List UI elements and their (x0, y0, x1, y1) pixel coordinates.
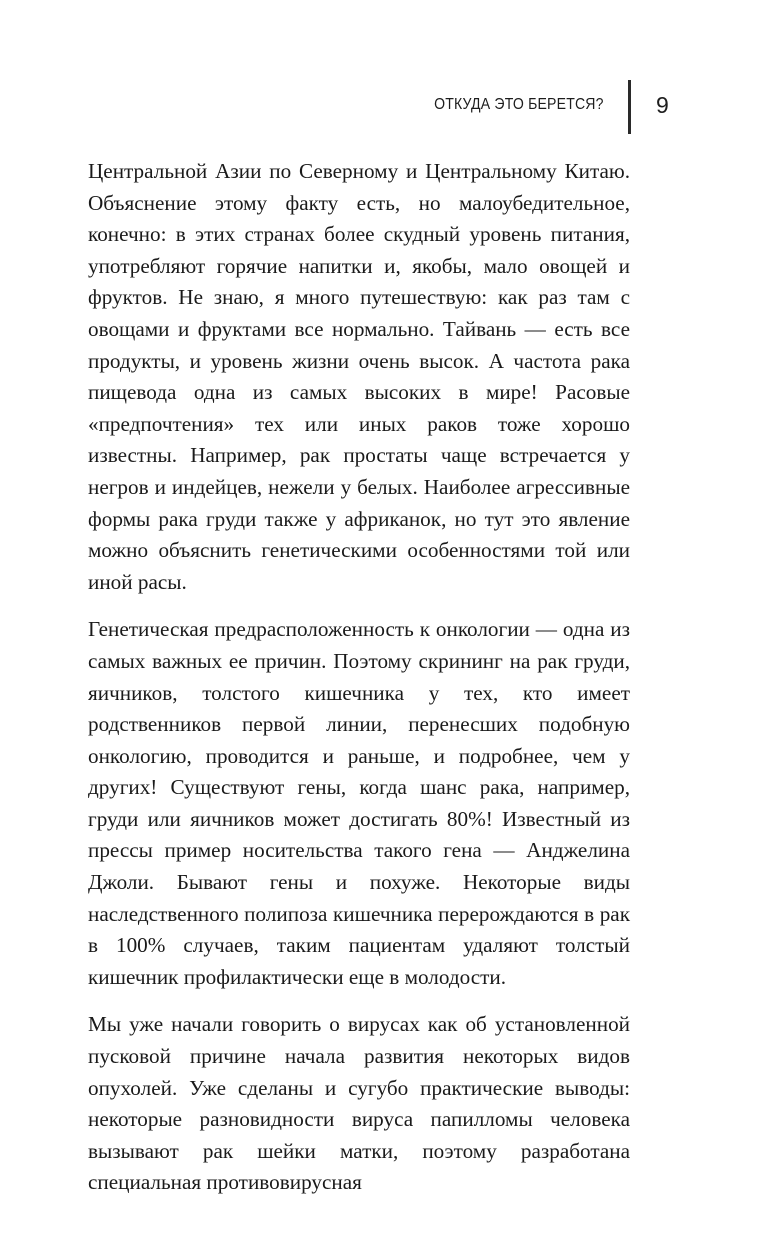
page-number: 9 (656, 92, 669, 118)
paragraph-1: Центральной Азии по Северному и Центральному Китаю. Объяснение этому факту есть, но малоубедительное, конечно: в этих странах более скудный уровень питания, употребляют горячие напитки и, якобы, мало овощей и фруктов. Не знаю, я много путешествую: как раз там с овощами и фруктами все нормально. Тайвань — есть все продукты, и уровень жизни очень высок. А частота рака пищевода одна из самых высоких в мире! Расовые «предпочтения» тех или иных раков тоже хорошо известны. Например, рак простаты чаще встречается у негров и индейцев, нежели у белых. Наиболее агрессивные формы рака груди также у африканок, но тут это явление можно объяснить генетическими особенностями той или иной расы. (88, 159, 630, 594)
paragraph-2: Генетическая предрасположенность к онкологии — одна из самых важных ее причин. Поэтому скрининг на рак груди, яичников, толстого кишечника у тех, кто имеет родственников первой линии, перенесших подобную онкологию, проводится и раньше, и подробнее, чем у других! Существуют гены, когда шанс рака, например, груди или яичников может достигать 80%! Известный из прессы пример носительства такого гена — Анджелина Джоли. Бывают гены и похуже. Некоторые виды наследственного полипоза кишечника перерождаются в рак в 100% случаев, таким пациентам удаляют толстый кишечник профилактически еще в молодости. (88, 617, 630, 989)
body-text (88, 156, 630, 1215)
header-divider (628, 80, 631, 134)
paragraph-3: Мы уже начали говорить о вирусах как об установленной пусковой причине начала развития некоторых видов опухолей. Уже сделаны и сугубо практические выводы: некоторые разновидности вируса папилломы человека вызывают рак шейки матки, поэтому разработана специальная противовирусная (88, 1012, 630, 1195)
running-title: ОТКУДА ЭТО БЕРЕТСЯ? (434, 96, 604, 113)
